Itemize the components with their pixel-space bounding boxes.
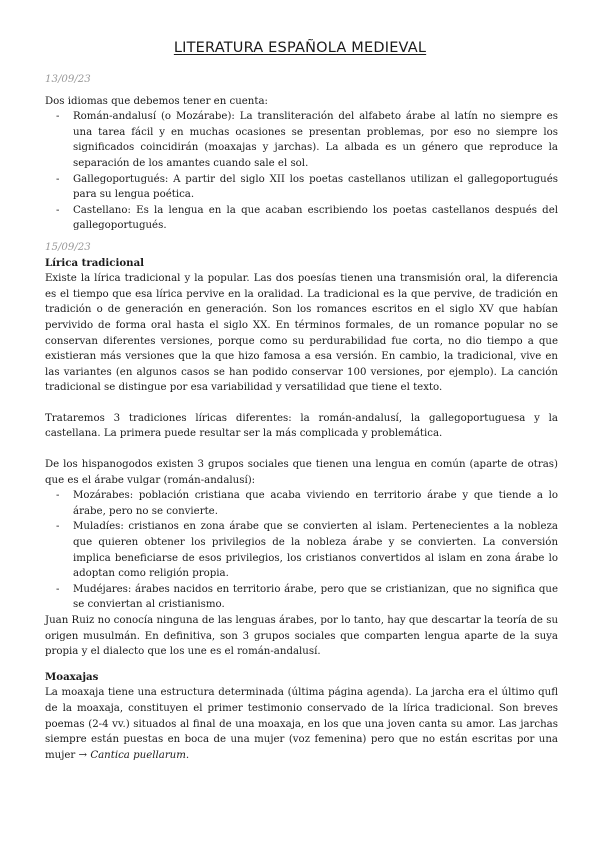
- document-body: [45, 72, 558, 763]
- heading-moaxajas: Moaxajas: [45, 670, 99, 683]
- list-item: - Mozárabes: población cristiana que acaba viviendo en territorio árabe y que tiende a lo árabe, pero no se convierte.: [45, 488, 558, 519]
- list-item: - Román-andalusí (o Mozárabe): La transliteración del alfabeto árabe al latín no siempre es una tarea fácil y en muchas ocasiones se presentan problemas, por eso no siempre los significados coincidirán (moaxajas y jarchas). La albada es un género que reproduce la separación de los amantes cuando sale el sol.: [45, 109, 558, 171]
- paragraph: Trataremos 3 tradiciones líricas diferentes: la román-andalusí, la gallegoportuguesa y la castellana. La primera puede resultar ser la más complicada y problemática.: [45, 412, 558, 440]
- date-15-09: 15/09/23: [45, 241, 91, 253]
- paragraph: Juan Ruiz no conocía ninguna de las lenguas árabes, por lo tanto, hay que descartar la teoría de su origen musulmán. En definitiva, son 3 grupos sociales que comparten lengua aparte de la suya propia y el dialecto que los une es el román-andalusí.: [45, 615, 558, 658]
- paragraph: De los hispanogodos existen 3 grupos sociales que tienen una lengua en común (aparte de otras) que es el árabe vulgar (román-andalusí):: [45, 459, 558, 486]
- page-title: LITERATURA ESPAÑOLA MEDIEVAL: [173, 40, 427, 56]
- paragraph-moaxajas: La moaxaja tiene una estructura determinada (última página agenda). La jarcha era el último qufl de la moaxaja, constituyen el primer testimonio conservado de la lírica tradicional. Son breves poemas (2-4 vv.) situados al final de una moaxaja, en los que una joven canta su amor. Las jarchas siempre están puestas en boca de una mujer (voz femenina) pero que no están escritas por una mujer → Cantica puellarum.: [45, 687, 558, 761]
- list-item: - Muladíes: cristianos en zona árabe que se convierten al islam. Pertenecientes a la nobleza que quieren obtener los privilegios de la nobleza árabe y se convierten. La conversión implica beneficiarse de esos privilegios, los cristianos convertidos al islam en zona árabe lo adoptan como religión propia.: [45, 519, 558, 581]
- list-item: - Mudéjares: árabes nacidos en territorio árabe, pero que se cristianizan, que no significa que se conviertan al cristianismo.: [45, 582, 558, 613]
- paragraph: Existe la lírica tradicional y la popular. Las dos poesías tienen una transmisión oral, la diferencia es el tiempo que esa lírica pervive en la oralidad. La tradicional es la que pervive, de tradición en tradición o de generación en generación. Son los romances escritos en el siglo XV que habían pervivido de forma oral hasta el siglo XX. En términos formales, de un romance popular no se conservan diferentes versiones, porque como su perdurabilidad fue corta, no dio tiempo a que existieran más versiones que la que hizo famosa a esa versión. En cambio, la tradicional, vive en las variantes (en algunos casos se han podido conservar 100 versiones, por ejemplo). La canción tradicional se distingue por esa variabilidad y versatilidad que tiene el texto.: [45, 273, 558, 394]
- intro-paragraph: Dos idiomas que debemos tener en cuenta:: [45, 95, 268, 107]
- social-groups-list: [45, 488, 558, 613]
- list-item: - Castellano: Es la lengua en la que acaban escribiendo los poetas castellanos después del gallegoportugués.: [45, 203, 558, 234]
- languages-list: [45, 109, 558, 234]
- cantica-puellarum: Cantica puellarum.: [90, 749, 190, 761]
- heading-lirica-tradicional: Lírica tradicional: [45, 256, 145, 269]
- date-13-09: 13/09/23: [45, 74, 91, 85]
- list-item: - Gallegoportugués: A partir del siglo XII los poetas castellanos utilizan el gallegoportugués para su lengua poética.: [45, 172, 558, 203]
